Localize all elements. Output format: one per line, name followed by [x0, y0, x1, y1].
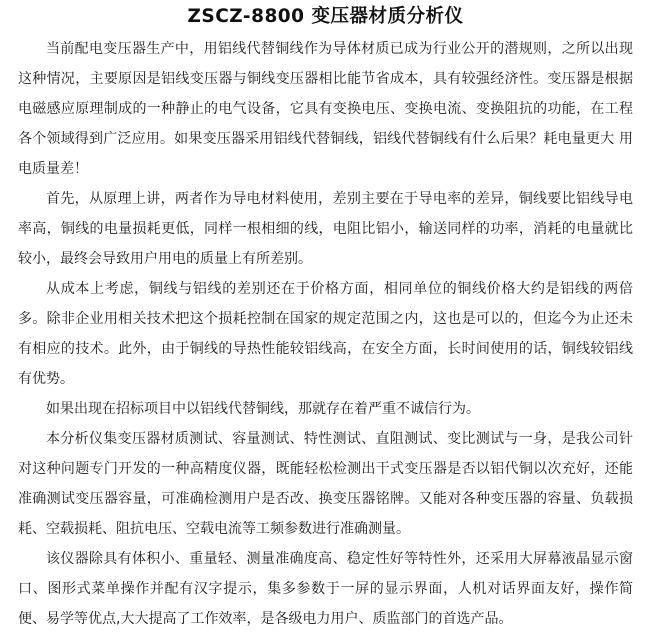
- paragraph-instrument: 本分析仪集变压器材质测试、容量测试、特性测试、直阻测试、变比测试与一身，是我公司针对这种问题专门开发的一种高精度仪器，既能轻松检测出干式变压器是否以铝代铜以次充好，还能准确测试变压器容量，可准确检测用户是否改、换变压器铭牌。又能对各种变压器的容量、负载损耗、空载损耗、阻抗电压、空载电流等工频参数进行准确测量。: [18, 431, 633, 537]
- paragraph-cost: 从成本上考虑，铜线与铝线的差别还在于价格方面，相同单位的铜线价格大约是铝线的两倍多。除非企业用相关技术把这个损耗控制在国家的规定范围之内，这也是可以的，但迄今为止还未有相应的技术。此外，由于铜线的导热性能较铝线高，在安全方面，长时间使用的话，铜线较铝线有优势。: [18, 281, 633, 387]
- paragraph-features: 该仪器除具有体积小、重量轻、测量准确度高、稳定性好等特性外，还采用大屏幕液晶显示窗口、图形式菜单操作并配有汉字提示，集多参数于一屏的显示界面，人机对话界面友好，操作简便、易学等优点,大大提高了工作效率，是各级电力用户、质监部门的首选产品。: [18, 551, 633, 627]
- paragraph-bidding: 如果出现在招标项目中以铝线代替铜线，那就存在着严重不诚信行为。: [46, 401, 480, 417]
- paragraph-principle: 首先，从原理上讲，两者作为导电材料使用，差别主要在于导电率的差异，铜线要比铝线导电率高，铜线的电量损耗更低，同样一根相细的线，电阻比铝小，输送同样的功率，消耗的电量就比较小，最终会导致用户用电的质量上有所差别。: [18, 191, 633, 267]
- page-title: ZSCZ-8800 变压器材质分析仪: [187, 6, 464, 27]
- paragraph-intro: 当前配电变压器生产中，用铝线代替铜线作为导体材质已成为行业公开的潜规则，之所以出现这种情况，主要原因是铝线变压器与铜线变压器相比能节省成本，具有较强经济性。变压器是根据电磁感应原理制成的一种静止的电气设备，它具有变换电压、变换电流、变换阻抗的功能，在工程各个领域得到广泛应用。如果变压器采用铝线代替铜线，铝线代替铜线有什么后果？耗电量更大 用电质量差！: [18, 41, 633, 177]
